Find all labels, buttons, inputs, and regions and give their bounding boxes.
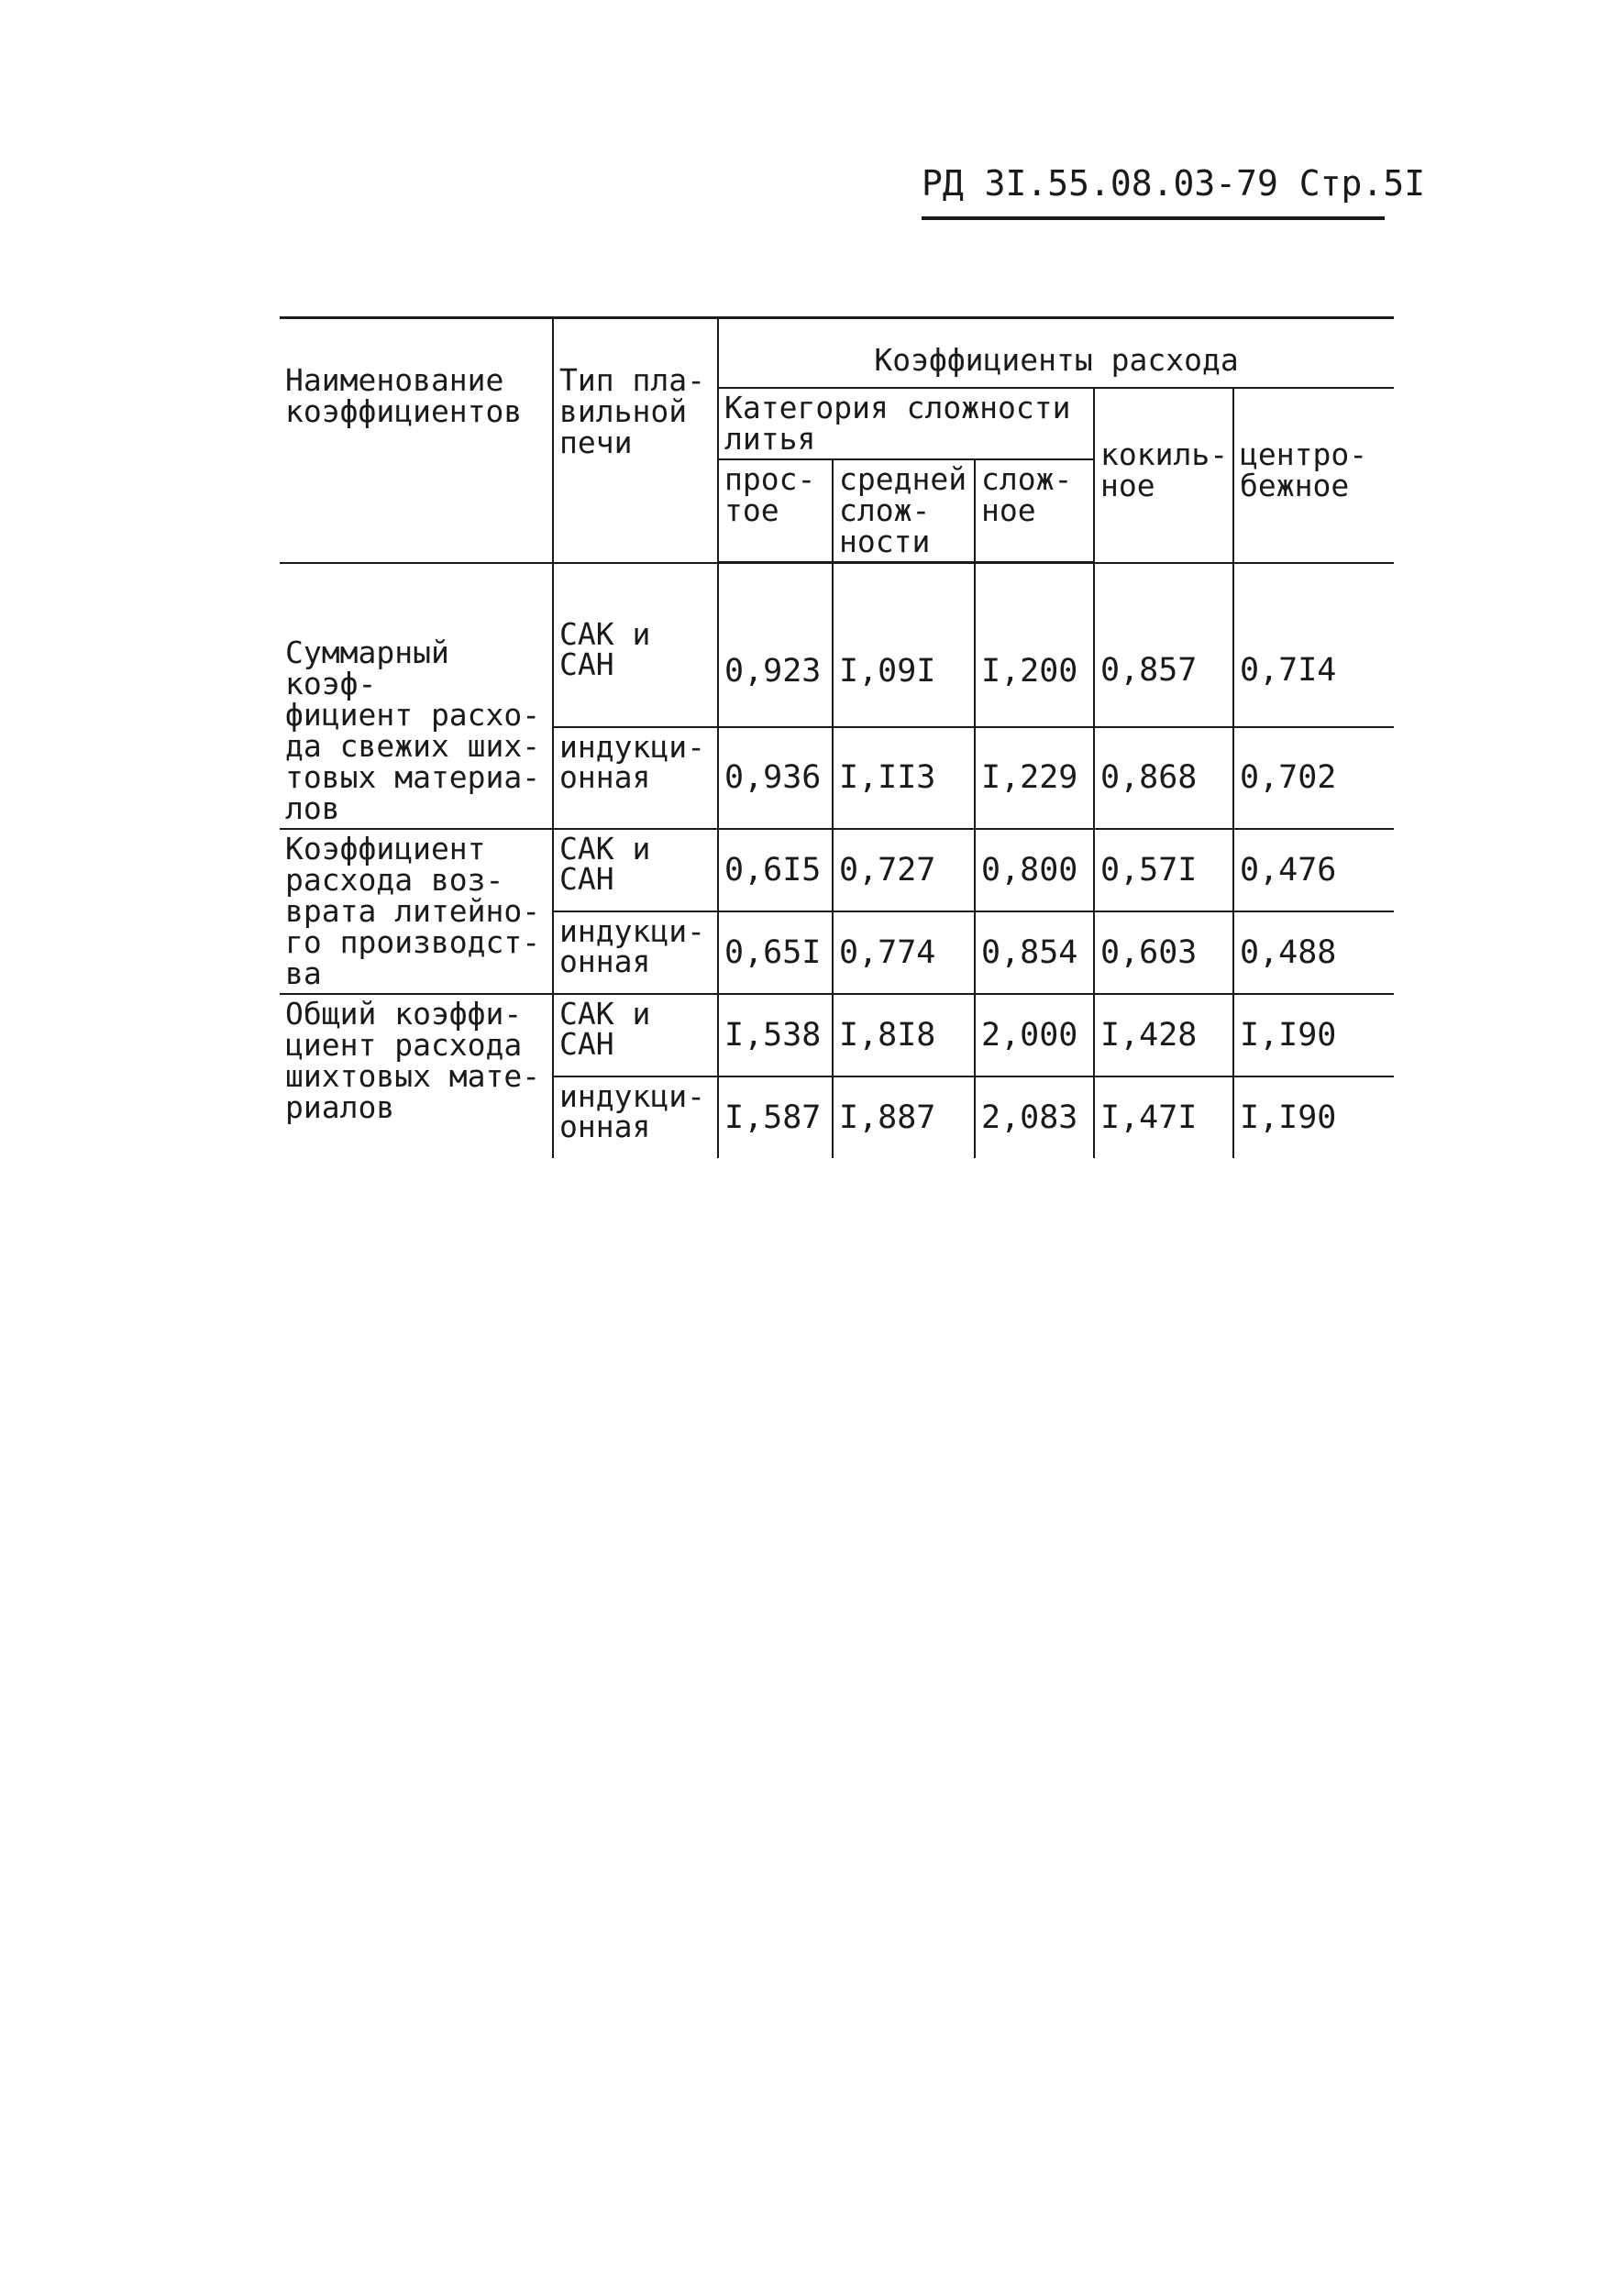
furnace-type: индукци- онная <box>553 911 718 994</box>
header-chill: кокиль- ное <box>1094 388 1233 563</box>
table-row <box>280 829 1394 911</box>
furnace-type: САК и САН <box>553 829 718 911</box>
value-chill: 0,57I <box>1094 829 1233 911</box>
value-medium: I,09I <box>833 563 975 728</box>
value-centrifugal: 0,702 <box>1233 727 1394 828</box>
header-furnace-type: Тип пла- вильной печи <box>553 318 718 563</box>
value-centrifugal: I,I90 <box>1233 994 1394 1076</box>
row-name: Суммарный коэф- фициент расхо- да свежих ших- товых материа- лов <box>280 563 553 829</box>
value-chill: 0,603 <box>1094 911 1233 994</box>
furnace-type: САК и САН <box>553 563 718 728</box>
value-chill: I,47I <box>1094 1076 1233 1158</box>
value-chill: 0,868 <box>1094 727 1233 828</box>
value-complex: 0,800 <box>975 829 1094 911</box>
page-header: РД 3I.55.08.03-79 Стр.5I <box>922 163 1426 204</box>
value-complex: 2,083 <box>975 1076 1094 1158</box>
value-centrifugal: 0,476 <box>1233 829 1394 911</box>
header-coefficients: Коэффициенты расхода <box>718 318 1394 389</box>
row-name: Коэффициент расхода воз- врата литейно- го производст- ва <box>280 829 553 994</box>
coefficients-table-container <box>280 316 1394 1158</box>
value-complex: I,229 <box>975 727 1094 828</box>
header-name: Наименование коэффициентов <box>280 318 553 563</box>
header-underline <box>922 216 1385 220</box>
value-chill: 0,857 <box>1094 563 1233 728</box>
furnace-type: индукци- онная <box>553 727 718 828</box>
value-chill: I,428 <box>1094 994 1233 1076</box>
value-simple: 0,923 <box>718 563 833 728</box>
value-complex: 0,854 <box>975 911 1094 994</box>
value-complex: 2,000 <box>975 994 1094 1076</box>
value-simple: I,587 <box>718 1076 833 1158</box>
table-row <box>280 563 1394 728</box>
coefficients-table <box>280 316 1394 1158</box>
value-centrifugal: I,I90 <box>1233 1076 1394 1158</box>
value-medium: 0,774 <box>833 911 975 994</box>
row-name: Общий коэффи- циент расхода шихтовых мате- риалов <box>280 994 553 1158</box>
value-medium: 0,727 <box>833 829 975 911</box>
value-simple: 0,65I <box>718 911 833 994</box>
value-medium: I,887 <box>833 1076 975 1158</box>
value-simple: 0,6I5 <box>718 829 833 911</box>
value-centrifugal: 0,7I4 <box>1233 563 1394 728</box>
header-medium: средней слож- ности <box>833 459 975 563</box>
header-centrifugal: центро- бежное <box>1233 388 1394 563</box>
value-medium: I,II3 <box>833 727 975 828</box>
header-category: Категория сложности литья <box>718 388 1094 459</box>
furnace-type: САК и САН <box>553 994 718 1076</box>
value-medium: I,8I8 <box>833 994 975 1076</box>
table-row <box>280 994 1394 1076</box>
value-centrifugal: 0,488 <box>1233 911 1394 994</box>
value-simple: 0,936 <box>718 727 833 828</box>
value-simple: I,538 <box>718 994 833 1076</box>
header-simple: прос- тое <box>718 459 833 563</box>
value-complex: I,200 <box>975 563 1094 728</box>
header-complex: слож- ное <box>975 459 1094 563</box>
furnace-type: индукци- онная <box>553 1076 718 1158</box>
